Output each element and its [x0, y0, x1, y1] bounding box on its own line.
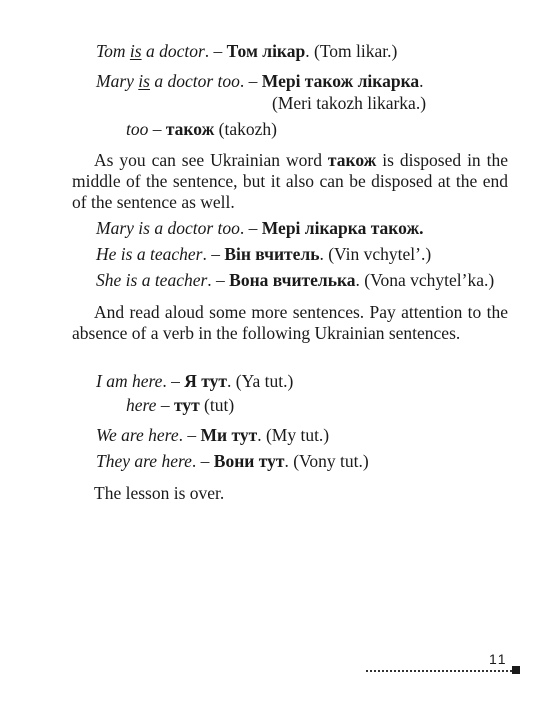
ukrainian-text: Я тут [184, 371, 228, 391]
english-text: Mary is a doctor too [96, 218, 240, 238]
english-text: I am here [96, 371, 163, 391]
paragraph-word-position: As you can see Ukrainian word також is disposed in the middle of the sentence, but it also can be disposed at the end of the sentence as well. [72, 150, 508, 212]
transliteration: . (Vin vchytel’.) [319, 244, 432, 264]
dash: – [148, 119, 166, 139]
footer-dotted-rule [366, 670, 512, 672]
example-line-4 [96, 218, 424, 239]
example-line-8 [126, 395, 234, 416]
transliteration: (takozh) [214, 119, 277, 139]
period: . [419, 71, 424, 91]
example-line-6 [96, 270, 494, 291]
english-verb: is [138, 71, 150, 91]
english-text: Tom [96, 41, 130, 61]
english-verb: is [129, 41, 142, 61]
dash: . – [239, 71, 262, 91]
example-line-10 [96, 451, 369, 472]
example-line-5 [96, 244, 431, 265]
ukrainian-text: Том лікар [226, 41, 306, 61]
english-text: We are here [96, 425, 179, 445]
example-line-1 [96, 41, 397, 62]
transliteration: . (Vony tut.) [284, 451, 369, 471]
dash: . – [162, 371, 185, 391]
english-text: They are here [96, 451, 192, 471]
example-line-7 [96, 371, 293, 392]
dash: . – [239, 218, 262, 238]
ukrainian-text: Ми тут [200, 425, 258, 445]
transliteration: . (Vona vchytel’ka.) [355, 270, 495, 290]
example-line-2-transliteration: (Meri takozh likarka.) [272, 93, 427, 113]
example-line-3 [126, 119, 277, 140]
dash: . – [204, 41, 227, 61]
english-text: a doctor too [149, 71, 240, 91]
ukrainian-text: тут [173, 395, 200, 415]
ukrainian-text: Вона вчителька [229, 270, 356, 290]
dash: – [156, 395, 174, 415]
ukrainian-text: Мері лікарка також. [261, 218, 424, 238]
example-line-2 [96, 71, 424, 92]
english-text: too [126, 119, 149, 139]
dash: . – [202, 244, 225, 264]
ukrainian-text: Він вчитель [224, 244, 320, 264]
english-text: She is a teacher [96, 270, 208, 290]
ukrainian-word: також [327, 150, 377, 170]
example-line-9 [96, 425, 329, 446]
transliteration: (tut) [199, 395, 235, 415]
ukrainian-text: також [165, 119, 215, 139]
ukrainian-text: Вони тут [213, 451, 285, 471]
dash: . – [207, 270, 230, 290]
dash: . – [191, 451, 214, 471]
english-text: Mary [96, 71, 139, 91]
transliteration: . (Ya tut.) [227, 371, 294, 391]
footer-square-marker [512, 666, 520, 674]
transliteration: . (My tut.) [257, 425, 330, 445]
ukrainian-text: Мері також лікарка [261, 71, 420, 91]
english-text: here [126, 395, 157, 415]
english-text: He is a teacher [96, 244, 203, 264]
english-text: a doctor [141, 41, 205, 61]
page-number: 11 [489, 651, 508, 667]
paragraph-read-aloud: And read aloud some more sentences. Pay attention to the absence of a verb in the following Ukrainian sentences. [72, 302, 508, 343]
transliteration: . (Tom likar.) [305, 41, 398, 61]
dash: . – [178, 425, 201, 445]
paragraph-lesson-over: The lesson is over. [94, 483, 225, 503]
